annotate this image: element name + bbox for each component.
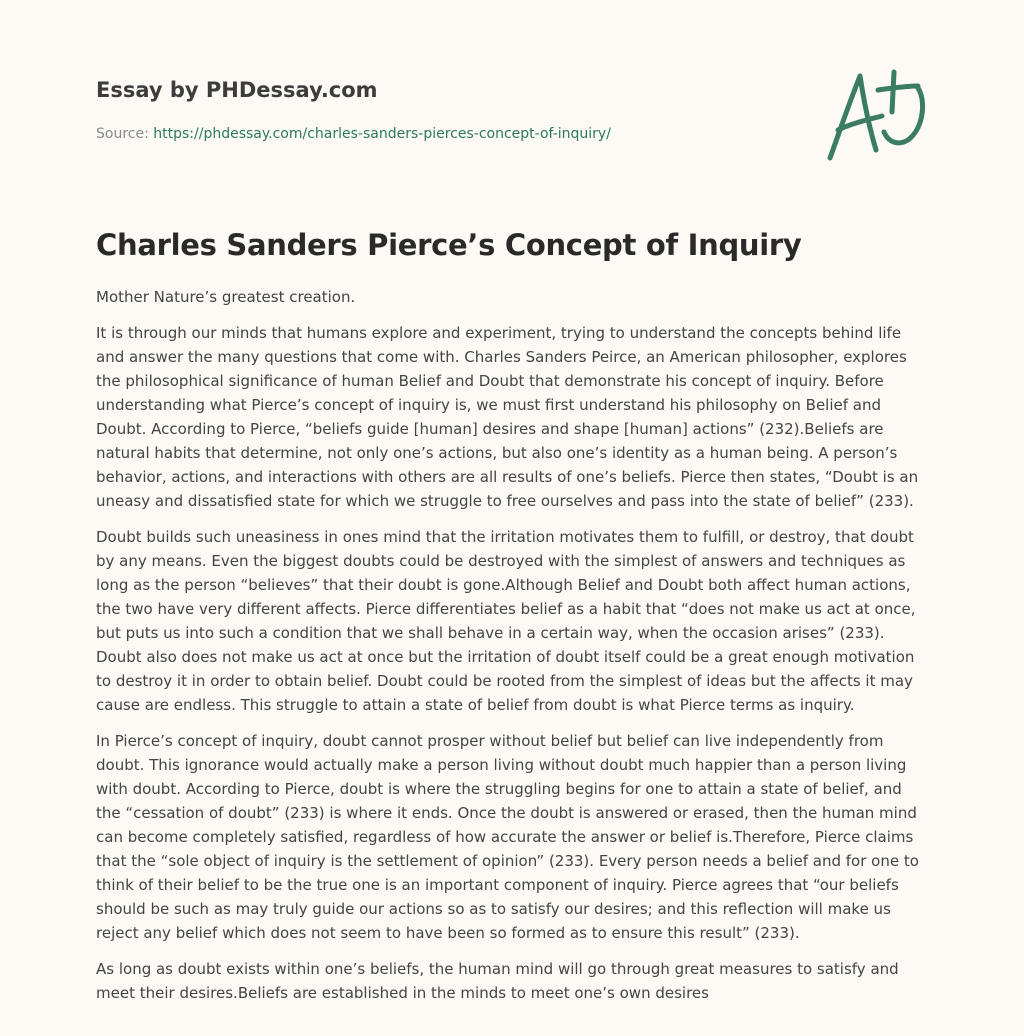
paragraph: It is through our minds that humans explore and experiment, trying to understand the concepts behind life and answer the many questions that come with. Charles Sanders Peirce, an American philosopher, explores the philosophical significance of human Belief and Doubt that demonstrate his concept of inquiry. Before understanding what Pierce’s concept of inquiry is, we must first understand his philosophy on Belief and Doubt. According to Pierce, “beliefs guide [human] desires and shape [human] actions” (232).Beliefs are natural habits that determine, not only one’s actions, but also one’s identity as a human being. A person’s behavior, actions, and interactions with others are all results of one’s beliefs. Pierce then states, “Doubt is an uneasy and dissatisfied state for which we struggle to free ourselves and pass into the state of belief” (233).	[96, 324, 919, 510]
article	[96, 226, 930, 1017]
paragraph: Mother Nature’s greatest creation.	[96, 288, 356, 306]
paragraph: Doubt builds such uneasiness in ones mind that the irritation motivates them to fulfill, or destroy, that doubt by any means. Even the biggest doubts could be destroyed with the simplest of answers and techniques as long as the person “believes” that their doubt is gone.Although Belief and Doubt both affect human actions, the two have very different affects. Pierce differentiates belief as a habit that “does not make us act at once, but puts us into such a condition that we shall behave in a certain way, when the occasion arises” (233). Doubt also does not make us act at once but the irritation of doubt itself could be a great enough motivation to destroy it in order to obtain belief. Doubt could be rooted from the simplest of ideas but the affects it may cause are endless. This struggle to attain a state of belief from doubt is what Pierce terms as inquiry.	[96, 528, 916, 714]
source-link[interactable]: https://phdessay.com/charles-sanders-pierces-concept-of-inquiry/	[153, 126, 611, 142]
paragraph: As long as doubt exists within one’s beliefs, the human mind will go through great measures to satisfy and meet their desires.Beliefs are established in the minds to meet one’s own desires	[96, 960, 899, 1002]
a-plus-logo-icon	[822, 66, 932, 166]
article-title: Charles Sanders Pierce’s Concept of Inquiry	[96, 228, 802, 262]
source-line	[96, 124, 611, 144]
essay-header	[96, 76, 796, 142]
a-plus-logo-svg	[822, 66, 932, 166]
paragraph: In Pierce’s concept of inquiry, doubt cannot prosper without belief but belief can live independently from doubt. This ignorance would actually make a person living without doubt much happier than a person living with doubt. According to Pierce, doubt is where the struggling begins for one to attain a state of belief, and the “cessation of doubt” (233) is where it ends. Once the doubt is answered or erased, then the human mind can become completely satisfied, regardless of how accurate the answer or belief is.Therefore, Pierce claims that the “sole object of inquiry is the settlement of opinion” (233). Every person needs a belief and for one to think of their belief to be the true one is an important component of inquiry. Pierce agrees that “our beliefs should be such as may truly guide our actions so as to satisfy our desires; and this reflection will make us reject any belief which does not seem to have been so formed as to ensure this result” (233).	[96, 732, 919, 942]
brand-title: Essay by PHDessay.com	[96, 78, 378, 102]
source-label: Source:	[96, 126, 154, 142]
